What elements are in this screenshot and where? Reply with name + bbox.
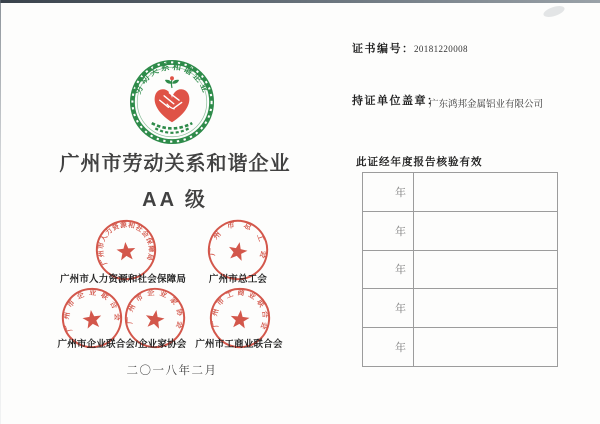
table-row — [363, 250, 557, 289]
seal-caption-human-resources-bureau: 广州市人力资源和社会保障局 — [59, 274, 187, 285]
seal-caption-enterprise-confederation: 广州市企业联合会/企业家协会 — [57, 339, 187, 350]
seal-arc-text: 广州市人力资源和社会保障局 — [97, 221, 155, 266]
verification-blank-cell — [414, 328, 557, 366]
holder-unit-name: 广东鸿邦金属铝业有限公司 — [429, 100, 544, 110]
seal-arc-text: 广州市企业家协会 — [126, 288, 185, 334]
holder-unit-seal-label: 持证单位盖章： — [352, 95, 440, 107]
year-cell: 年 — [363, 289, 414, 327]
year-cell: 年 — [363, 173, 414, 211]
verification-blank-cell — [414, 173, 557, 211]
table-row — [363, 211, 557, 250]
table-row — [363, 173, 557, 211]
seal-arc-text: 广州市工商业联合会 — [210, 288, 270, 334]
seal-arc-text: 广州市总工会 — [207, 219, 269, 268]
seal-caption-trade-unions: 广州市总工会 — [208, 274, 268, 285]
table-row — [363, 288, 557, 327]
certificate-grade: AA 级 — [142, 189, 208, 211]
scan-smudge — [542, 4, 566, 19]
annual-verification-heading: 此证经年度报告核验有效 — [356, 156, 483, 168]
certificate-number-value: 20181220008 — [414, 44, 468, 54]
seal-caption-industry-commerce: 广州市工商业联合会 — [195, 339, 283, 350]
emblem-arc-text: 劳动关系和谐企业 — [132, 61, 212, 96]
scan-top-edge — [0, 0, 600, 3]
annual-verification-table — [362, 172, 558, 367]
verification-blank-cell — [414, 212, 557, 250]
certificate-number-label: 证书编号： — [352, 43, 415, 55]
year-cell: 年 — [363, 328, 414, 366]
year-cell: 年 — [363, 251, 414, 289]
certificate-title: 广州市劳动关系和谐企业 — [59, 153, 291, 175]
verification-blank-cell — [414, 251, 557, 289]
svg-text:广州市企业家协会 — [123, 283, 190, 335]
verification-blank-cell — [414, 289, 557, 327]
year-cell: 年 — [363, 212, 414, 250]
seal-arc-text: 广州市企业联合会 — [62, 288, 122, 333]
table-row — [363, 327, 557, 366]
svg-text:广州市工商业联合会 — [208, 285, 273, 334]
harmony-emblem-icon — [128, 58, 216, 146]
issue-date: 二〇一八年二月 — [126, 365, 218, 377]
scan-left-edge — [0, 0, 1, 424]
svg-text:广州市总工会 — [205, 213, 275, 268]
